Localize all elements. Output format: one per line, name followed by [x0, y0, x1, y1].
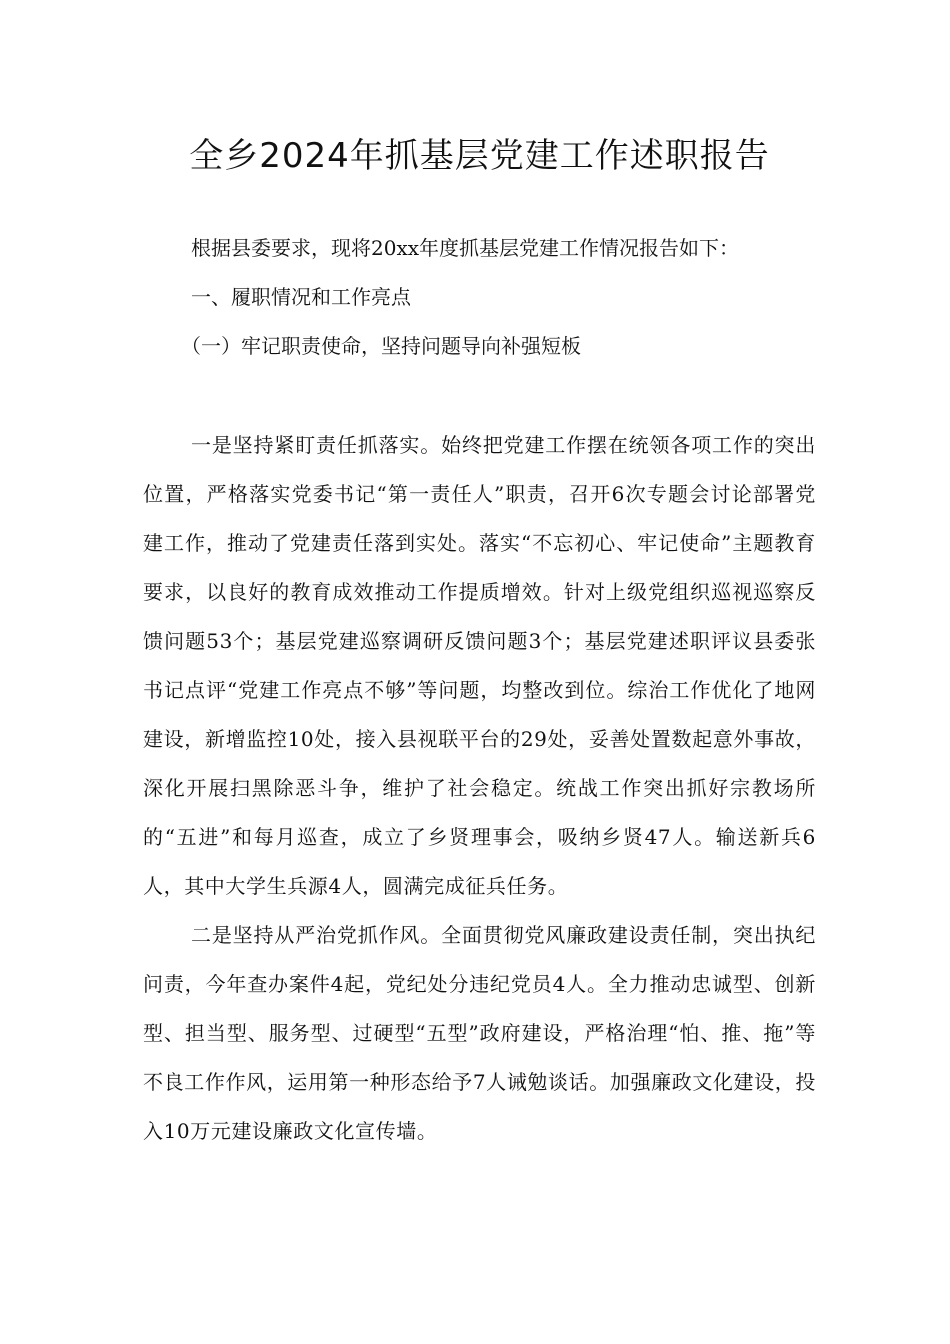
intro-paragraph: 根据县委要求，现将20xx年度抓基层党建工作情况报告如下： — [191, 236, 740, 260]
subsection-heading-1: （一）牢记职责使命，坚持问题导向补强短板 — [181, 334, 581, 358]
spacer — [143, 371, 816, 421]
body-paragraph-1: 一是坚持紧盯责任抓落实。始终把党建工作摆在统领各项工作的突出位置，严格落实党委书记“第一责任人”职责，召开6次专题会讨论部署党建工作，推动了党建责任落到实处。落实“不忘初心、牢记使命”主题教育要求，以良好的教育成效推动工作提质增效。针对上级党组织巡视巡察反馈问题53个；基层党建巡察调研反馈问题3个；基层党建述职评议县委张书记点评“党建工作亮点不够”等问题，均整改到位。综治工作优化了地网建设，新增监控10处，接入县视联平台的29处，妥善处置数起意外事故，深化开展扫黑除恶斗争，维护了社会稳定。统战工作突出抓好宗教场所的“五进”和每月巡查，成立了乡贤理事会，吸纳乡贤47人。输送新兵6人，其中大学生兵源4人，圆满完成征兵任务。 — [143, 433, 816, 898]
document-intro-block — [143, 224, 816, 371]
section-heading-1: 一、履职情况和工作亮点 — [191, 285, 411, 309]
body-paragraph-2: 二是坚持从严治党抓作风。全面贯彻党风廉政建设责任制，突出执纪问责，今年查办案件4起，党纪处分违纪党员4人。全力推动忠诚型、创新型、担当型、服务型、过硬型“五型”政府建设，严格治理“怕、推、拖”等不良工作作风，运用第一种形态给予7人诫勉谈话。加强廉政文化建设，投入10万元建设廉政文化宣传墙。 — [143, 923, 816, 1143]
document-title: 全乡2024年抓基层党建工作述职报告 — [189, 136, 770, 176]
